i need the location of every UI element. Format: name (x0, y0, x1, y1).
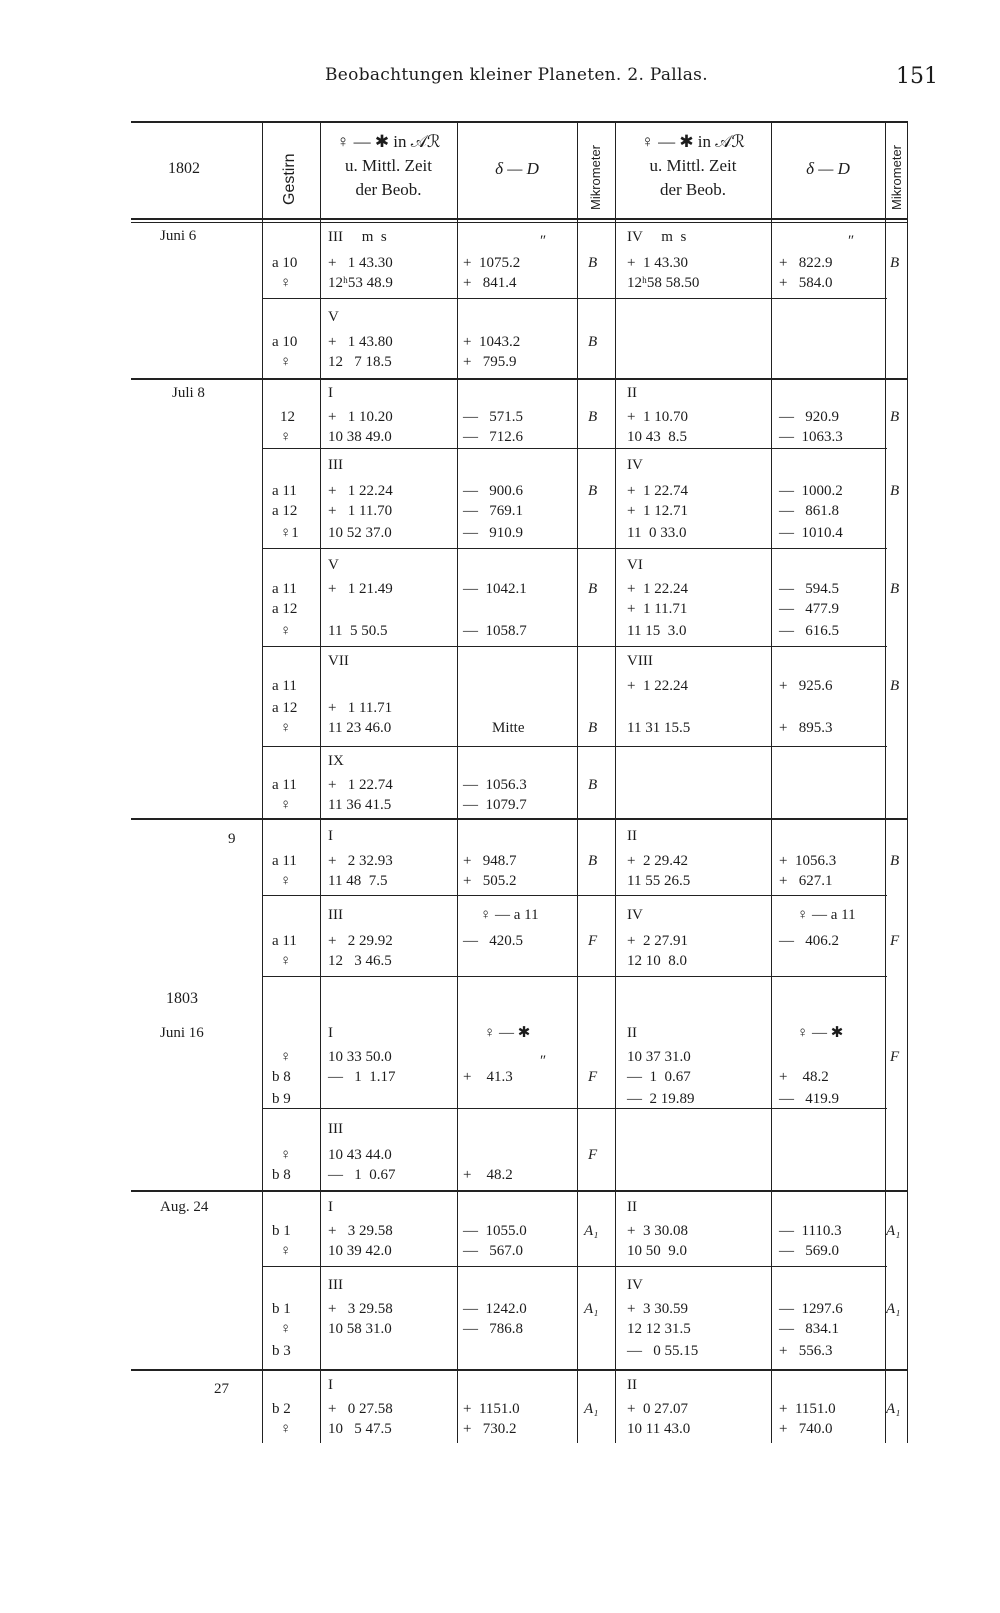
block-rule (262, 1108, 887, 1109)
obs-cell: I (328, 385, 333, 401)
obs-cell: 10 52 37.0 (328, 525, 392, 541)
gestirn-cell: a 10 (272, 334, 298, 350)
gestirn-cell: 12 (280, 409, 295, 425)
delta-cell: — 616.5 (779, 623, 839, 639)
col-diff-line1-right: ♀ — ✱ in 𝒜ℛ (641, 132, 745, 151)
obs-cell: + 1 22.24 (627, 678, 688, 694)
block-rule (262, 895, 887, 896)
col-diff-line2: u. Mittl. Zeit (345, 156, 432, 175)
block-rule (262, 976, 887, 977)
obs-cell: 12 12 31.5 (627, 1321, 691, 1337)
col-line-1 (262, 121, 263, 1443)
obs-cell: — 0 55.15 (627, 1343, 699, 1359)
obs-cell: 10 43 8.5 (627, 429, 687, 445)
obs-cell: + 2 29.92 (328, 933, 393, 949)
mikrometer-cell: B (890, 853, 900, 869)
obs-cell: + 1 21.49 (328, 581, 393, 597)
col-line-5 (615, 121, 616, 1443)
obs-cell: III (328, 1277, 343, 1293)
obs-cell: IV (627, 1277, 643, 1293)
obs-cell: II (627, 385, 637, 401)
mikrometer-cell: B (588, 720, 598, 736)
gestirn-cell: b 2 (272, 1401, 291, 1417)
obs-cell: + 0 27.07 (627, 1401, 688, 1417)
delta-cell: — 1056.3 (463, 777, 527, 793)
delta-cell: + 1043.2 (463, 334, 521, 350)
col-line-right (907, 121, 908, 1443)
obs-cell: + 1 11.71 (328, 700, 393, 716)
delta-cell: — 910.9 (463, 525, 523, 541)
gestirn-cell: ♀ (280, 720, 292, 736)
delta-cell: + 740.0 (779, 1421, 833, 1437)
obs-cell: — 2 19.89 (627, 1091, 695, 1107)
gestirn-cell: ♀ (280, 1049, 292, 1065)
obs-cell: I (328, 1199, 333, 1215)
delta-cell: — 1042.1 (463, 581, 527, 597)
delta-cell: — 786.8 (463, 1321, 523, 1337)
delta-cell: + 730.2 (463, 1421, 517, 1437)
date-cell: 9 (228, 831, 236, 847)
gestirn-cell: a 11 (272, 853, 297, 869)
delta-cell: — 406.2 (779, 933, 839, 949)
obs-cell: II (627, 1025, 637, 1041)
mikrometer-cell: B (588, 255, 598, 271)
gestirn-cell: b 9 (272, 1091, 291, 1107)
mikrometer-cell: B (588, 334, 598, 350)
mikrometer-cell: B (588, 483, 598, 499)
delta-cell: — 1010.4 (779, 525, 843, 541)
delta-cell: — 1242.0 (463, 1301, 527, 1317)
delta-cell: + 822.9 (779, 255, 833, 271)
obs-cell: 10 39 42.0 (328, 1243, 392, 1259)
col-gestirn: Gestirn (281, 153, 298, 205)
delta-cell: — 861.8 (779, 503, 839, 519)
col-line-3 (457, 121, 458, 1443)
date-cell: Aug. 24 (160, 1199, 209, 1215)
obs-cell: 11 36 41.5 (328, 797, 392, 813)
obs-cell: I (328, 1025, 333, 1041)
delta-cell: — 420.5 (463, 933, 523, 949)
delta-cell: — 1079.7 (463, 797, 527, 813)
gestirn-cell: a 11 (272, 933, 297, 949)
delta-cell: ″ (540, 233, 547, 249)
obs-cell: III (328, 457, 343, 473)
obs-cell: 10 5 47.5 (328, 1421, 392, 1437)
gestirn-cell: b 8 (272, 1069, 291, 1085)
mikrometer-cell: A₁ (584, 1301, 599, 1317)
delta-cell: ″ (540, 1053, 547, 1069)
col-line-6 (771, 121, 772, 1443)
delta-cell: — 477.9 (779, 601, 839, 617)
gestirn-cell: a 11 (272, 777, 297, 793)
mikrometer-cell: B (890, 255, 900, 271)
delta-cell: + 841.4 (463, 275, 517, 291)
obs-cell: 10 11 43.0 (627, 1421, 691, 1437)
mikrometer-cell: B (588, 581, 598, 597)
obs-cell: 11 15 3.0 (627, 623, 687, 639)
col-diff-line3: der Beob. (355, 180, 422, 199)
block-rule (131, 378, 908, 380)
col-line-4 (577, 121, 578, 1443)
obs-cell: 11 0 33.0 (627, 525, 687, 541)
delta-cell: — 571.5 (463, 409, 523, 425)
delta-cell: + 584.0 (779, 275, 833, 291)
obs-cell: 12 10 8.0 (627, 953, 687, 969)
gestirn-cell: a 11 (272, 581, 297, 597)
delta-cell: — 1063.3 (779, 429, 843, 445)
delta-cell: — 419.9 (779, 1091, 839, 1107)
delta-cell: + 1056.3 (779, 853, 837, 869)
date-cell: Juli 8 (172, 385, 205, 401)
obs-cell: + 1 22.24 (328, 483, 393, 499)
year-1803: 1803 (166, 990, 198, 1007)
gestirn-cell: ♀ (280, 623, 292, 639)
obs-cell: + 1 11.70 (328, 503, 393, 519)
obs-cell: I (328, 828, 333, 844)
header-rule (131, 218, 908, 220)
obs-cell: II (627, 1377, 637, 1393)
date-cell: 27 (214, 1381, 229, 1397)
obs-cell: III (328, 1121, 343, 1137)
delta-cell: ♀ — ✱ (797, 1025, 844, 1041)
obs-cell: + 3 29.58 (328, 1223, 393, 1239)
block-rule (262, 646, 887, 647)
delta-cell: + 948.7 (463, 853, 517, 869)
col-line-2 (320, 121, 321, 1443)
obs-cell: IV m s (627, 229, 687, 245)
delta-cell: + 1075.2 (463, 255, 521, 271)
col-mikrometer-right: Mikrometer (889, 144, 904, 210)
obs-cell: + 2 29.42 (627, 853, 688, 869)
mikrometer-cell: B (890, 678, 900, 694)
obs-cell: 10 58 31.0 (328, 1321, 392, 1337)
delta-cell: — 920.9 (779, 409, 839, 425)
block-rule (262, 548, 887, 549)
mikrometer-cell: F (588, 1147, 598, 1163)
obs-cell: + 1 10.20 (328, 409, 393, 425)
obs-cell: 11 48 7.5 (328, 873, 388, 889)
delta-cell: + 556.3 (779, 1343, 833, 1359)
delta-cell: Mitte (492, 720, 525, 736)
delta-cell: + 48.2 (463, 1167, 513, 1183)
running-title: Beobachtungen kleiner Planeten. 2. Pallas. (325, 65, 708, 85)
delta-cell: ″ (848, 233, 855, 249)
obs-cell: II (627, 828, 637, 844)
delta-cell: — 1297.6 (779, 1301, 843, 1317)
obs-cell: 11 55 26.5 (627, 873, 691, 889)
delta-cell: + 505.2 (463, 873, 517, 889)
mikrometer-cell: A₁ (886, 1223, 901, 1239)
obs-cell: VI (627, 557, 643, 573)
delta-cell: ♀ — ✱ (484, 1025, 531, 1041)
obs-cell: + 2 27.91 (627, 933, 688, 949)
gestirn-cell: ♀ (280, 1421, 292, 1437)
obs-cell: + 0 27.58 (328, 1401, 393, 1417)
gestirn-cell: ♀ (280, 1321, 292, 1337)
obs-cell: + 1 22.24 (627, 581, 688, 597)
delta-cell: — 569.0 (779, 1243, 839, 1259)
obs-cell: 10 50 9.0 (627, 1243, 687, 1259)
gestirn-cell: ♀ (280, 275, 292, 291)
obs-cell: + 1 43.80 (328, 334, 393, 350)
obs-cell: 11 23 46.0 (328, 720, 392, 736)
obs-cell: 10 33 50.0 (328, 1049, 392, 1065)
mikrometer-cell: F (588, 1069, 598, 1085)
delta-cell: — 1055.0 (463, 1223, 527, 1239)
obs-cell: + 1 22.74 (328, 777, 393, 793)
obs-cell: + 3 30.59 (627, 1301, 688, 1317)
table-top-rule (131, 121, 908, 123)
obs-cell: + 1 11.71 (627, 601, 688, 617)
gestirn-cell: a 11 (272, 483, 297, 499)
mikrometer-cell: A₁ (886, 1401, 901, 1417)
obs-cell: V (328, 557, 339, 573)
gestirn-cell: ♀ (280, 797, 292, 813)
header-rule-2 (131, 222, 908, 223)
gestirn-cell: ♀ (280, 429, 292, 445)
obs-cell: + 3 29.58 (328, 1301, 393, 1317)
delta-cell: — 769.1 (463, 503, 523, 519)
delta-cell: + 795.9 (463, 354, 517, 370)
gestirn-cell: b 3 (272, 1343, 291, 1359)
obs-cell: 11 5 50.5 (328, 623, 388, 639)
date-cell: Juni 16 (160, 1025, 204, 1041)
gestirn-cell: a 10 (272, 255, 298, 271)
mikrometer-cell: A₁ (584, 1223, 599, 1239)
obs-cell: 11 31 15.5 (627, 720, 691, 736)
delta-cell: + 41.3 (463, 1069, 513, 1085)
mikrometer-cell: F (588, 933, 598, 949)
gestirn-cell: a 11 (272, 678, 297, 694)
obs-cell: + 1 43.30 (627, 255, 688, 271)
mikrometer-cell: B (890, 483, 900, 499)
delta-cell: + 627.1 (779, 873, 833, 889)
gestirn-cell: a 12 (272, 700, 298, 716)
block-rule (131, 818, 908, 820)
obs-cell: VII (328, 653, 349, 669)
gestirn-cell: a 12 (272, 503, 298, 519)
mikrometer-cell: F (890, 1049, 900, 1065)
col-diff-line2-right: u. Mittl. Zeit (649, 156, 737, 175)
obs-cell: IV (627, 457, 643, 473)
delta-cell: + 895.3 (779, 720, 833, 736)
page-number: 151 (896, 64, 938, 89)
block-rule (131, 1190, 908, 1192)
gestirn-cell: b 1 (272, 1223, 291, 1239)
obs-cell: + 1 10.70 (627, 409, 688, 425)
obs-cell: + 1 43.30 (328, 255, 393, 271)
obs-cell: + 1 22.74 (627, 483, 688, 499)
obs-cell: IV (627, 907, 643, 923)
delta-cell: — 1058.7 (463, 623, 527, 639)
delta-cell: — 834.1 (779, 1321, 839, 1337)
block-rule (262, 298, 887, 299)
col-diff-line3-right: der Beob. (659, 180, 727, 199)
gestirn-cell: ♀1 (280, 525, 299, 541)
mikrometer-cell: A₁ (886, 1301, 901, 1317)
delta-cell: + 48.2 (779, 1069, 829, 1085)
col-diff-line1: ♀ — ✱ in 𝒜ℛ (336, 132, 441, 151)
block-rule (262, 448, 887, 449)
obs-cell: — 1 0.67 (627, 1069, 691, 1085)
gestirn-cell: ♀ (280, 873, 292, 889)
obs-cell: V (328, 309, 339, 325)
obs-cell: VIII (627, 653, 653, 669)
obs-cell: III (328, 907, 343, 923)
obs-cell: 12ʰ58 58.50 (627, 275, 700, 291)
obs-cell: I (328, 1377, 333, 1393)
obs-cell: + 1 12.71 (627, 503, 688, 519)
mikrometer-cell: B (588, 409, 598, 425)
col-delta: δ — D (495, 159, 539, 178)
obs-cell: III m s (328, 229, 387, 245)
delta-cell: — 567.0 (463, 1243, 523, 1259)
obs-cell: — 1 0.67 (328, 1167, 396, 1183)
gestirn-cell: b 1 (272, 1301, 291, 1317)
block-rule (262, 746, 887, 747)
obs-cell: IX (328, 753, 344, 769)
obs-cell: 10 38 49.0 (328, 429, 392, 445)
delta-cell: — 900.6 (463, 483, 523, 499)
block-rule (262, 1266, 887, 1267)
gestirn-cell: a 12 (272, 601, 298, 617)
delta-cell: — 594.5 (779, 581, 839, 597)
year-1802: 1802 (168, 160, 200, 177)
col-line-7 (885, 121, 886, 1443)
delta-cell: — 1000.2 (779, 483, 843, 499)
mikrometer-cell: B (588, 853, 598, 869)
block-rule (131, 1369, 908, 1371)
delta-cell: + 1151.0 (779, 1401, 836, 1417)
obs-cell: 12 3 46.5 (328, 953, 392, 969)
date-cell: Juni 6 (160, 228, 197, 244)
delta-cell: — 712.6 (463, 429, 523, 445)
obs-cell: 12 7 18.5 (328, 354, 392, 370)
gestirn-cell: ♀ (280, 354, 292, 370)
gestirn-cell: ♀ (280, 953, 292, 969)
obs-cell: 10 43 44.0 (328, 1147, 392, 1163)
delta-cell: + 1151.0 (463, 1401, 520, 1417)
delta-cell: + 925.6 (779, 678, 833, 694)
gestirn-cell: b 8 (272, 1167, 291, 1183)
gestirn-cell: ♀ (280, 1243, 292, 1259)
obs-cell: 12ʰ53 48.9 (328, 275, 393, 291)
mikrometer-cell: B (890, 409, 900, 425)
obs-cell: 10 37 31.0 (627, 1049, 691, 1065)
obs-cell: + 3 30.08 (627, 1223, 688, 1239)
mikrometer-cell: B (588, 777, 598, 793)
delta-cell: ♀ — a 11 (797, 907, 856, 923)
gestirn-cell: ♀ (280, 1147, 292, 1163)
col-delta-right: δ — D (806, 159, 850, 178)
obs-cell: — 1 1.17 (328, 1069, 396, 1085)
col-mikrometer: Mikrometer (588, 144, 603, 210)
obs-cell: II (627, 1199, 637, 1215)
delta-cell: ♀ — a 11 (480, 907, 539, 923)
mikrometer-cell: F (890, 933, 900, 949)
mikrometer-cell: B (890, 581, 900, 597)
mikrometer-cell: A₁ (584, 1401, 599, 1417)
delta-cell: — 1110.3 (779, 1223, 842, 1239)
obs-cell: + 2 32.93 (328, 853, 393, 869)
